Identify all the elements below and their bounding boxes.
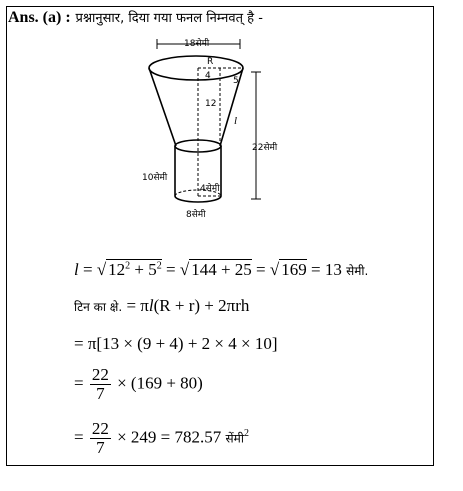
line5-rest: × 249 = 782.57 <box>117 427 222 447</box>
sqrt-sign-3: √ <box>269 260 280 279</box>
result-13: = 13 <box>310 260 342 279</box>
sqrt-content-3: 169 <box>281 260 307 279</box>
line4-rest: × (169 + 80) <box>117 373 203 393</box>
formula-l: l <box>148 296 154 315</box>
fraction-num: 22 <box>91 419 109 438</box>
fraction-22-7-a <box>90 366 111 403</box>
total-height-label: 22सेमी <box>252 143 278 153</box>
fraction-den: 7 <box>96 384 105 403</box>
slant-label: l <box>234 115 238 127</box>
equals-3: = <box>256 260 266 279</box>
exp-5: 2 <box>156 260 162 272</box>
radius-label: R <box>207 57 214 67</box>
equals-4: = <box>74 373 84 393</box>
plus-sign: + <box>134 260 145 279</box>
exp-12: 2 <box>125 260 131 272</box>
term-5: 5 <box>148 260 157 279</box>
tin-area-label: टिन का क्षे. <box>74 300 123 314</box>
frustum-left-side <box>149 68 176 146</box>
sqrt-sign-1: √ <box>96 260 107 279</box>
cylinder-diameter-label: 8सेमी <box>186 210 206 220</box>
height-label: 12 <box>205 99 217 109</box>
offset-label: 4 <box>205 71 211 81</box>
unit-sq-cm: सेंमी <box>225 431 244 446</box>
cylinder-radius-label: 4सेमी <box>200 184 220 194</box>
sqrt-content-2: 144 + 25 <box>191 260 252 279</box>
intro-text: प्रश्नानुसार, दिया गया फनल निम्नवत् है - <box>75 11 263 26</box>
fraction-num: 22 <box>91 365 109 384</box>
sqrt-sign-2: √ <box>179 260 190 279</box>
slant-part-label: 5 <box>233 76 239 86</box>
unit-cm: सेमी. <box>346 264 369 278</box>
equals-2: = <box>166 260 176 279</box>
fraction-22-7-b <box>90 420 111 457</box>
slant-symbol: l <box>74 260 79 279</box>
solution-line-4 <box>74 366 203 403</box>
formula-rest: (R + r) + 2πrh <box>153 296 250 315</box>
equals-5: = <box>74 427 84 447</box>
solution-line-2 <box>74 296 249 316</box>
cylinder-bottom-front <box>175 196 221 202</box>
top-diameter-label: 18सेमी <box>184 39 210 49</box>
unit-exp: 2 <box>243 427 249 439</box>
solution-line-3: = π[13 × (9 + 4) + 2 × 4 × 10] <box>74 334 278 353</box>
formula-pi: = π <box>126 296 149 315</box>
solution-line-5 <box>74 420 249 457</box>
answer-label: Ans. (a) : <box>8 9 71 26</box>
term-12: 12 <box>108 260 126 279</box>
sqrt-content-1 <box>106 259 162 279</box>
equals-1: = <box>82 260 93 279</box>
fraction-den: 7 <box>96 438 105 457</box>
frustum-right-side <box>220 68 243 146</box>
solution-line-1 <box>74 260 368 280</box>
cylinder-height-label: 10सेमी <box>142 173 168 183</box>
